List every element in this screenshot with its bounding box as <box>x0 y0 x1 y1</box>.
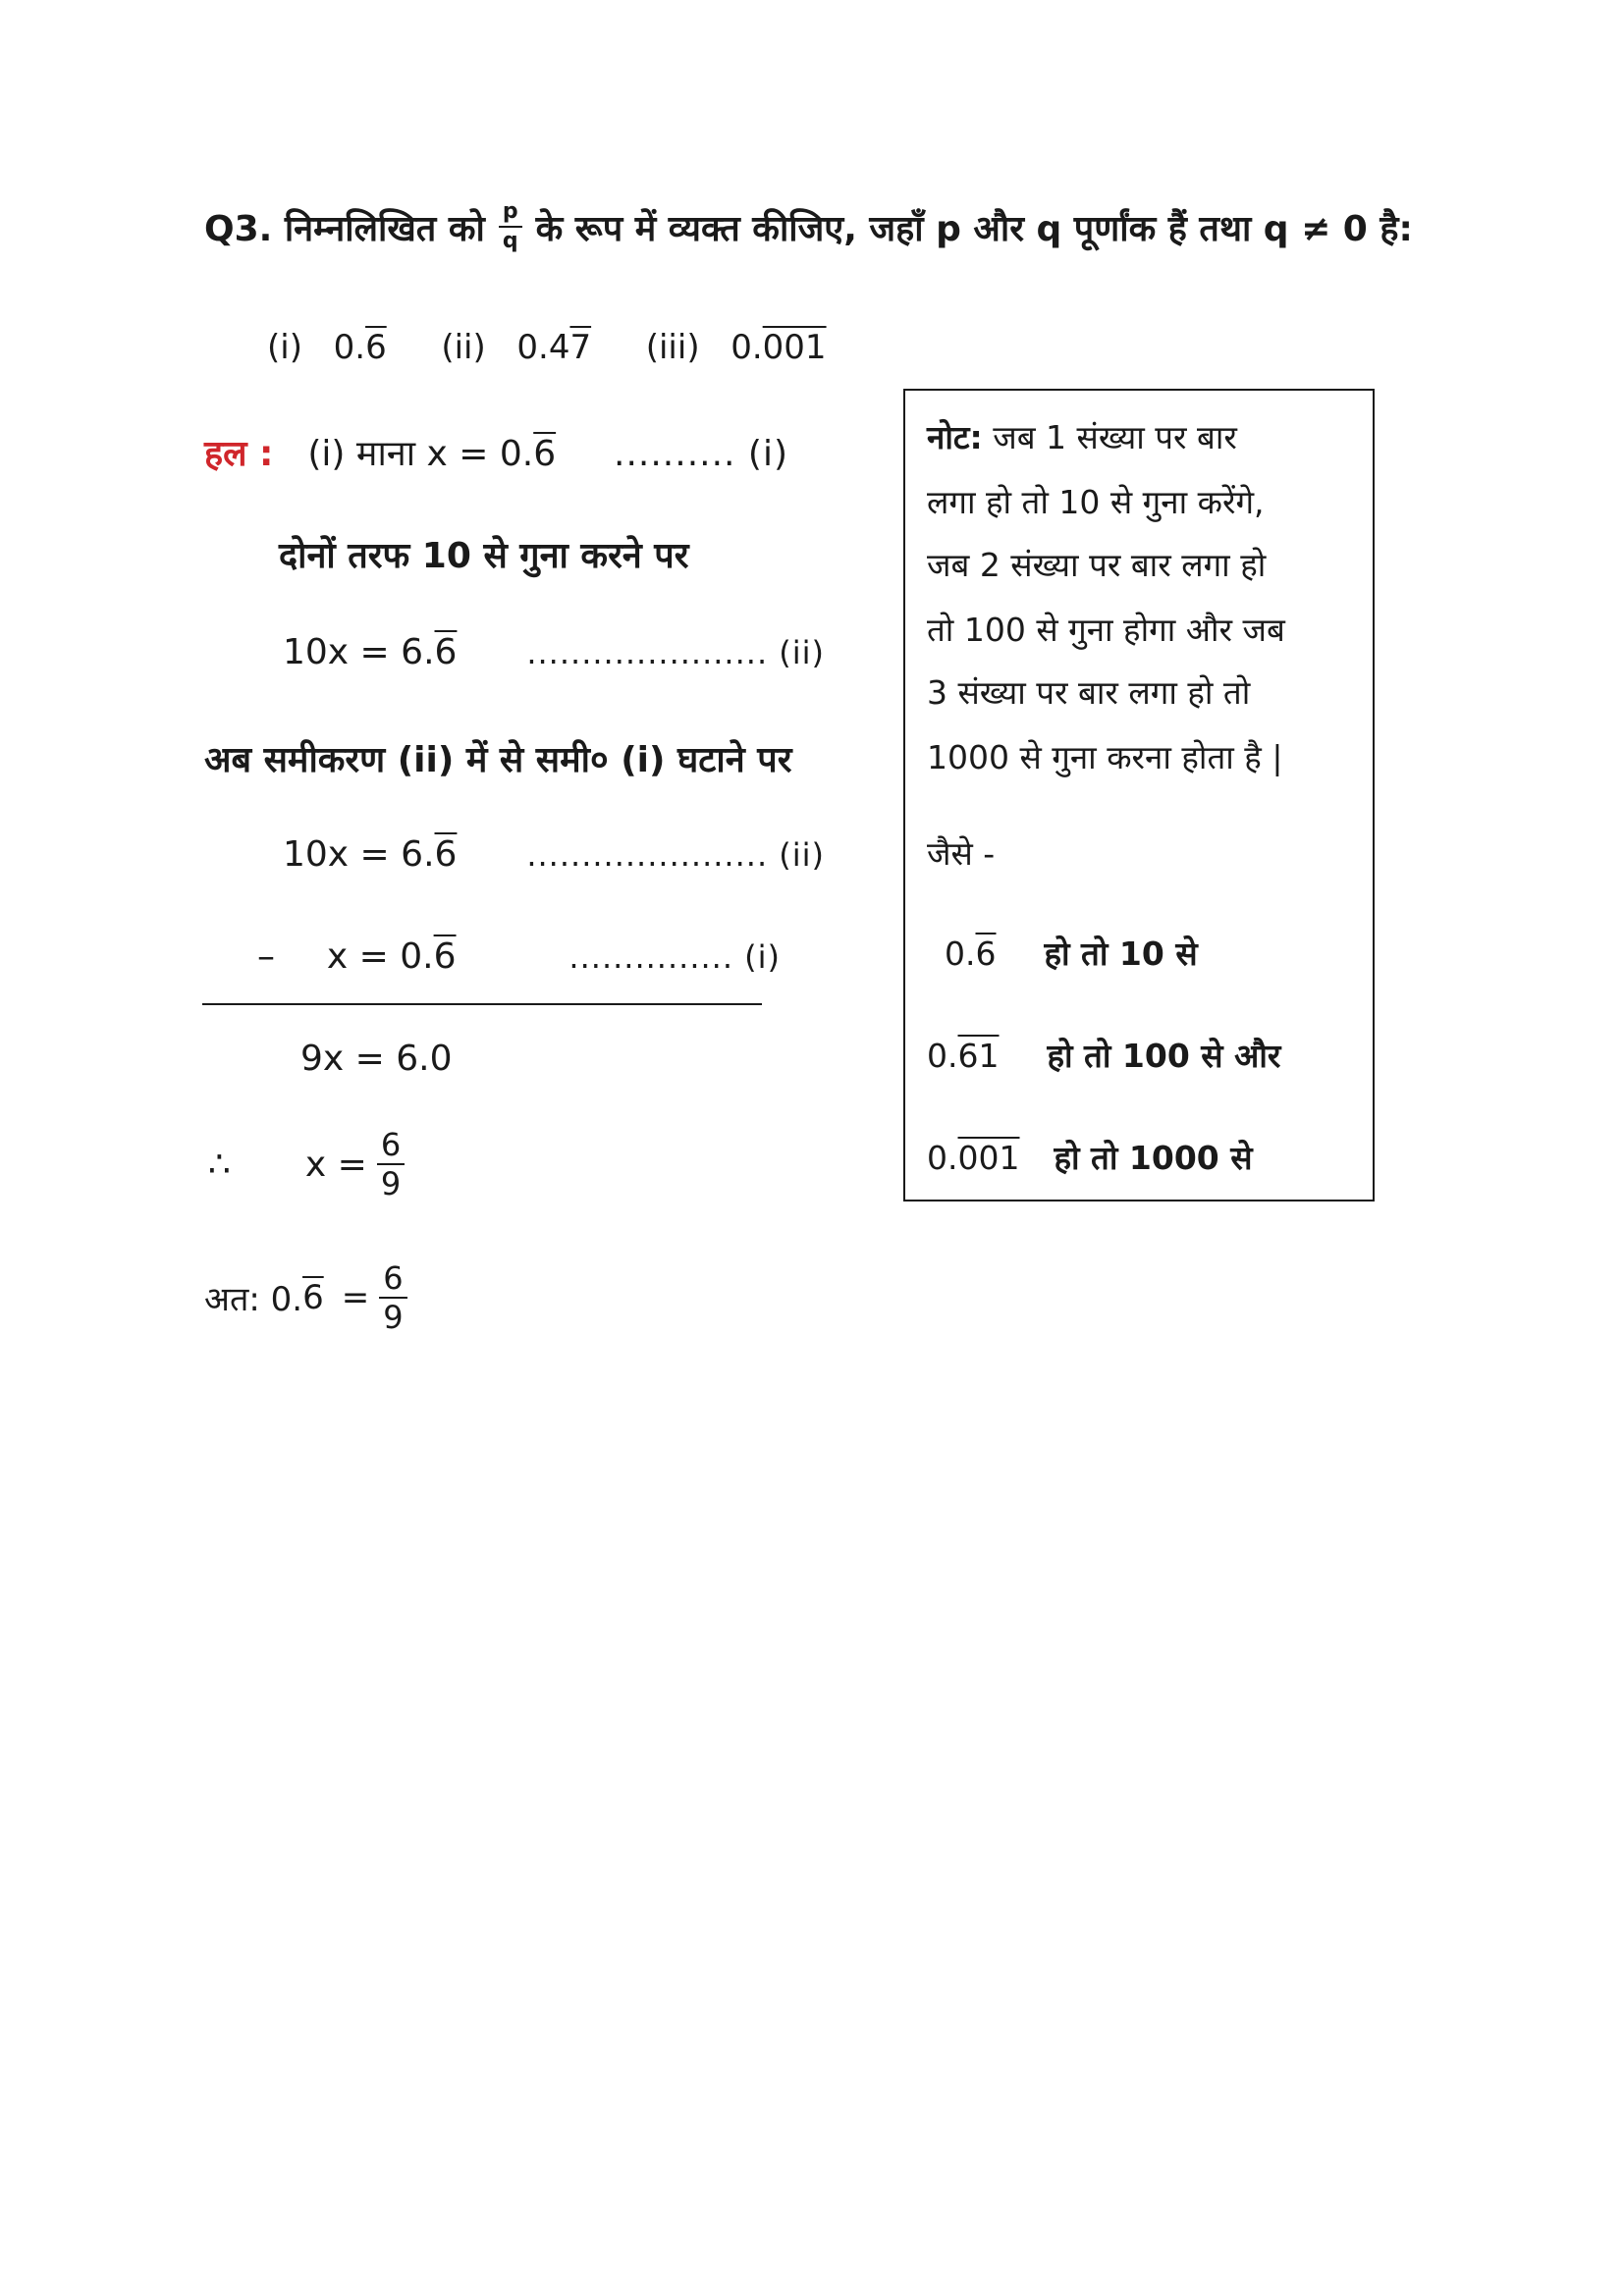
part-3-int: 0. <box>730 328 763 367</box>
part-2-label: (ii) <box>441 328 486 367</box>
sub-top-tag: ...................... (ii) <box>526 836 826 874</box>
part-2-int: 0.4 <box>516 328 570 367</box>
subtraction-result: 9x = 6.0 <box>300 1039 453 1079</box>
final-fraction <box>379 1259 406 1336</box>
note-line-1 <box>927 414 1237 458</box>
question-suffix: के रूप में व्यक्त कीजिए, जहाँ p और q पूर्णांक हैं तथा q ≠ 0 है: <box>535 208 1413 249</box>
fraction-numerator: p <box>499 201 522 228</box>
note-label: नोट: <box>927 418 983 456</box>
ex-2-repeating: 61 <box>957 1037 1000 1075</box>
therefore-fraction <box>377 1126 405 1202</box>
sub-top-text: 10x = 6. <box>283 834 435 875</box>
ex-1-text: हो तो 10 से <box>1044 934 1198 973</box>
subtraction-bottom-row <box>257 936 781 977</box>
final-denominator: 9 <box>383 1299 404 1336</box>
minus-sign: – <box>257 936 275 977</box>
step-1-repeating: 6 <box>533 434 557 474</box>
part-3-label: (iii) <box>645 328 700 367</box>
ex-2-int: 0. <box>927 1037 958 1075</box>
note-example-1 <box>945 931 1198 975</box>
part-1-int: 0. <box>333 328 366 367</box>
note-example-label: जैसे - <box>927 834 996 873</box>
question-prefix: Q3. निम्नलिखित को <box>204 208 485 249</box>
therefore-line <box>208 1126 405 1202</box>
sub-bottom-repeating: 6 <box>433 936 457 977</box>
therefore-text: x = <box>304 1144 367 1185</box>
ex-1-int: 0. <box>945 934 976 973</box>
note-line-3: जब 2 संख्या पर बार लगा हो <box>927 546 1267 584</box>
note-line-4: तो 100 से गुना होगा और जब <box>927 611 1285 649</box>
note-example-3 <box>927 1135 1253 1179</box>
step-1-text: (i) माना x = 0. <box>307 434 534 474</box>
therefore-symbol: ∴ <box>208 1144 231 1185</box>
note-line-2: लगा हो तो 10 से गुना करेंगे, <box>927 483 1265 521</box>
part-1-label: (i) <box>267 328 302 367</box>
final-equals: = <box>341 1278 370 1317</box>
note-line-1-text: जब 1 संख्या पर बार <box>993 418 1237 456</box>
fraction-denominator: q <box>502 229 518 253</box>
part-2-repeating: 7 <box>569 328 592 367</box>
final-prefix: अत: 0. <box>204 1280 303 1319</box>
solution-step-3 <box>283 632 825 672</box>
part-1-repeating: 6 <box>365 328 387 367</box>
solution-step-4: अब समीकरण (ii) में से समी० (i) घटाने पर <box>204 740 792 780</box>
ex-1-repeating: 6 <box>975 934 997 973</box>
step-1-tag: .......... (i) <box>614 434 788 474</box>
subtraction-top-row <box>283 834 825 875</box>
final-repeating: 6 <box>302 1278 324 1317</box>
subtraction-rule <box>202 1003 762 1005</box>
final-answer <box>204 1259 407 1336</box>
final-numerator: 6 <box>379 1262 406 1299</box>
ex-3-repeating: 001 <box>957 1139 1020 1177</box>
question-heading <box>204 201 1413 252</box>
step-3-tag: ...................... (ii) <box>526 634 826 671</box>
ex-3-text: हो तो 1000 से <box>1054 1139 1253 1177</box>
step-3-repeating: 6 <box>434 632 458 672</box>
note-example-2 <box>927 1033 1280 1077</box>
question-parts <box>267 328 827 367</box>
solution-step-2: दोनों तरफ 10 से गुना करने पर <box>279 536 689 576</box>
sub-bottom-text: x = 0. <box>326 936 434 977</box>
therefore-numerator: 6 <box>377 1129 405 1165</box>
p-over-q-fraction <box>499 201 522 252</box>
ex-3-int: 0. <box>927 1139 958 1177</box>
note-line-5: 3 संख्या पर बार लगा हो तो <box>927 673 1251 712</box>
sub-bottom-tag: ............... (i) <box>568 938 782 976</box>
sub-top-repeating: 6 <box>434 834 458 875</box>
note-line-6: 1000 से गुना करना होता है | <box>927 738 1283 776</box>
therefore-denominator: 9 <box>380 1165 402 1202</box>
solution-step-1 <box>204 428 788 476</box>
step-3-text: 10x = 6. <box>283 632 435 672</box>
ex-2-text: हो तो 100 से और <box>1047 1037 1281 1075</box>
part-3-repeating: 001 <box>762 328 827 367</box>
solution-label: हल : <box>204 434 274 474</box>
